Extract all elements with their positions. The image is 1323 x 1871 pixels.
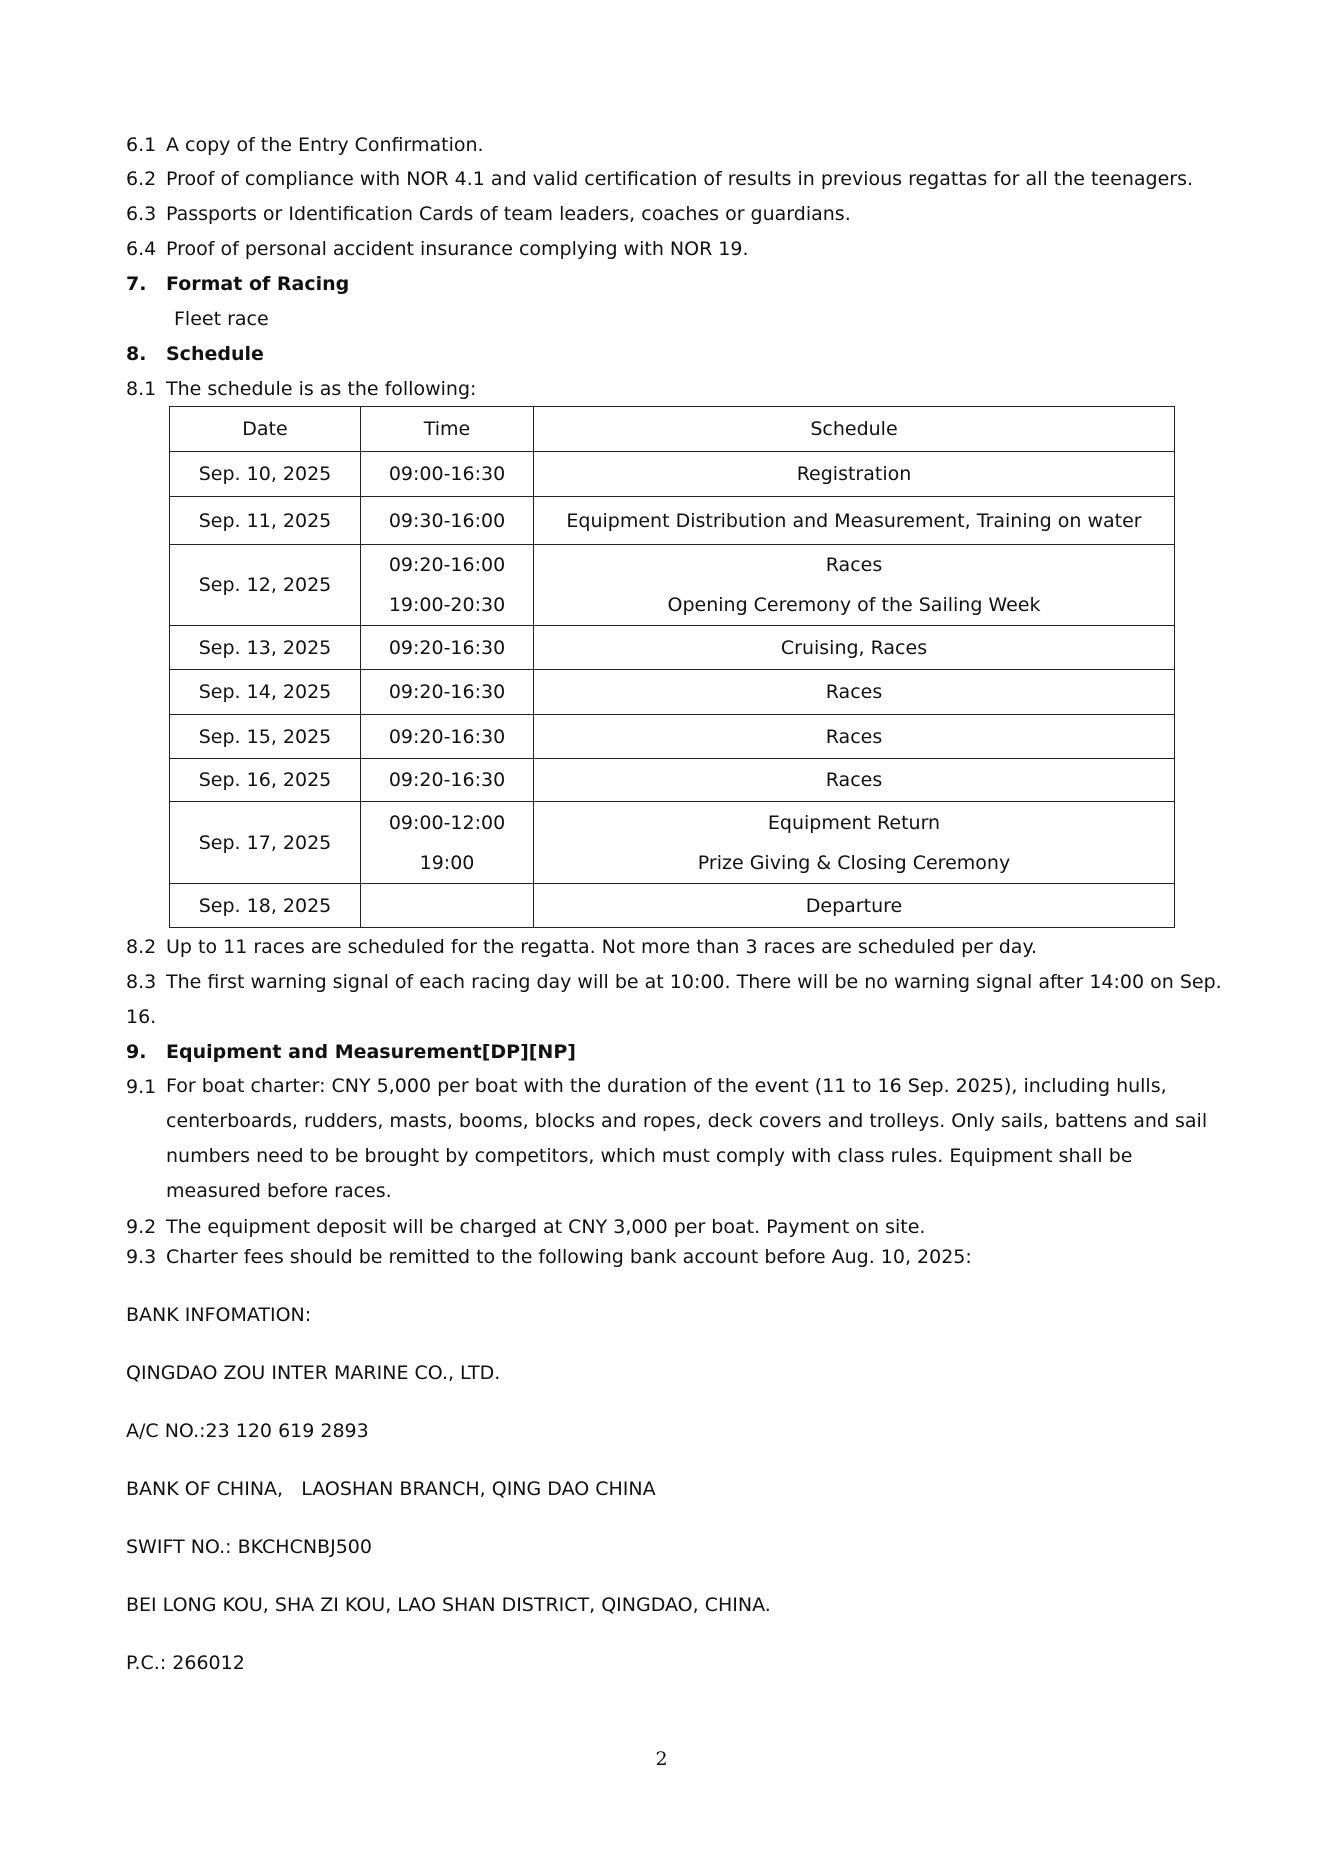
item-number: 6.1 bbox=[126, 134, 157, 156]
time-line: 09:20-16:00 bbox=[388, 554, 506, 576]
table-row bbox=[170, 759, 1175, 802]
page-number: 2 bbox=[655, 1748, 668, 1770]
item-text: The first warning signal of each racing day will be at 10:00. There will be no warning signal after 14:00 on Sep. bbox=[166, 971, 1222, 993]
item-6-3 bbox=[126, 202, 851, 226]
schedule-table bbox=[169, 406, 1175, 928]
item-6-4 bbox=[126, 237, 749, 261]
header-date: Date bbox=[170, 407, 361, 452]
table-row bbox=[170, 670, 1175, 715]
time-line: 19:00 bbox=[419, 851, 475, 874]
bank-heading: BANK INFOMATION: bbox=[126, 1304, 312, 1326]
cell-event: Races bbox=[534, 715, 1175, 759]
cell-event bbox=[534, 545, 1175, 626]
cell-date: Sep. 17, 2025 bbox=[170, 802, 361, 884]
cell-date: Sep. 11, 2025 bbox=[170, 497, 361, 545]
bank-postal-code: P.C.: 266012 bbox=[126, 1652, 245, 1674]
section-8-heading bbox=[126, 342, 264, 366]
cell-event: Races bbox=[534, 759, 1175, 802]
table-row bbox=[170, 802, 1175, 884]
cell-time bbox=[361, 884, 534, 928]
section-title: Schedule bbox=[166, 343, 264, 365]
event-line: Equipment Return bbox=[767, 811, 941, 834]
section-number: 8. bbox=[126, 343, 147, 365]
header-schedule: Schedule bbox=[534, 407, 1175, 452]
cell-time: 09:20-16:30 bbox=[361, 759, 534, 802]
time-line: 09:00-12:00 bbox=[388, 811, 506, 834]
cell-event: Cruising, Races bbox=[534, 626, 1175, 670]
item-number: 9.3 bbox=[126, 1246, 157, 1268]
item-text: A copy of the Entry Confirmation. bbox=[166, 134, 484, 156]
time-line: 19:00-20:30 bbox=[388, 594, 506, 616]
paragraph-line: numbers need to be brought by competitors, which must comply with class rules. Equipment shall be bbox=[166, 1145, 1133, 1167]
cell-event: Races bbox=[534, 670, 1175, 715]
item-number: 8.1 bbox=[126, 378, 157, 400]
table-row bbox=[170, 626, 1175, 670]
table-row bbox=[170, 452, 1175, 497]
bank-swift: SWIFT NO.: BKCHCNBJ500 bbox=[126, 1536, 372, 1558]
cell-date: Sep. 16, 2025 bbox=[170, 759, 361, 802]
cell-time: 09:00-16:30 bbox=[361, 452, 534, 497]
item-text: The equipment deposit will be charged at CNY 3,000 per boat. Payment on site. bbox=[166, 1216, 926, 1238]
item-9-2 bbox=[126, 1215, 925, 1239]
bank-account-number: A/C NO.:23 120 619 2893 bbox=[126, 1420, 369, 1442]
item-6-1 bbox=[126, 133, 484, 157]
item-6-2 bbox=[126, 167, 1193, 191]
bank-address: BEI LONG KOU, SHA ZI KOU, LAO SHAN DISTRICT, QINGDAO, CHINA. bbox=[126, 1594, 771, 1616]
section-number: 9. bbox=[126, 1041, 147, 1063]
section-9-heading bbox=[126, 1040, 576, 1064]
item-8-1 bbox=[126, 377, 476, 401]
item-text: The schedule is as the following: bbox=[166, 378, 477, 400]
item-9-1-number: 9.1 bbox=[126, 1076, 157, 1098]
cell-date: Sep. 18, 2025 bbox=[170, 884, 361, 928]
item-8-3-continuation: 16. bbox=[126, 1006, 157, 1028]
cell-date: Sep. 10, 2025 bbox=[170, 452, 361, 497]
cell-date: Sep. 15, 2025 bbox=[170, 715, 361, 759]
table-row bbox=[170, 715, 1175, 759]
cell-time bbox=[361, 802, 534, 884]
bank-account-name: QINGDAO ZOU INTER MARINE CO., LTD. bbox=[126, 1362, 501, 1384]
bank-name: BANK OF CHINA, LAOSHAN BRANCH, QING DAO CHINA bbox=[126, 1478, 656, 1500]
section-number: 7. bbox=[126, 273, 147, 295]
item-text: Up to 11 races are scheduled for the regatta. Not more than 3 races are scheduled per day. bbox=[166, 936, 1038, 958]
table-row bbox=[170, 884, 1175, 928]
item-number: 6.4 bbox=[126, 238, 157, 260]
item-text: Proof of personal accident insurance complying with NOR 19. bbox=[166, 238, 749, 260]
cell-event: Registration bbox=[534, 452, 1175, 497]
paragraph-line: measured before races. bbox=[166, 1180, 392, 1202]
item-text: Proof of compliance with NOR 4.1 and valid certification of results in previous regattas for all the teenagers. bbox=[166, 168, 1194, 190]
cell-event: Departure bbox=[534, 884, 1175, 928]
cell-time: 09:30-16:00 bbox=[361, 497, 534, 545]
section-7-heading bbox=[126, 272, 349, 296]
table-header-row bbox=[170, 407, 1175, 452]
paragraph-line: centerboards, rudders, masts, booms, blocks and ropes, deck covers and trolleys. Only sails, battens and sail bbox=[166, 1110, 1208, 1132]
cell-date: Sep. 13, 2025 bbox=[170, 626, 361, 670]
cell-date: Sep. 14, 2025 bbox=[170, 670, 361, 715]
section-title: Equipment and Measurement[DP][NP] bbox=[166, 1041, 576, 1063]
cell-time: 09:20-16:30 bbox=[361, 626, 534, 670]
cell-time: 09:20-16:30 bbox=[361, 715, 534, 759]
item-text: Passports or Identification Cards of team leaders, coaches or guardians. bbox=[166, 203, 851, 225]
table-row bbox=[170, 545, 1175, 626]
event-line: Prize Giving & Closing Ceremony bbox=[697, 851, 1011, 874]
item-number: 6.2 bbox=[126, 168, 157, 190]
cell-event: Equipment Distribution and Measurement, Training on water bbox=[534, 497, 1175, 545]
table-row bbox=[170, 497, 1175, 545]
item-9-3 bbox=[126, 1245, 972, 1269]
event-line: Races bbox=[825, 554, 883, 576]
item-number: 9.2 bbox=[126, 1216, 157, 1238]
section-7-body: Fleet race bbox=[174, 308, 269, 330]
event-line: Opening Ceremony of the Sailing Week bbox=[667, 594, 1041, 616]
header-time: Time bbox=[361, 407, 534, 452]
cell-time bbox=[361, 545, 534, 626]
cell-time: 09:20-16:30 bbox=[361, 670, 534, 715]
item-number: 6.3 bbox=[126, 203, 157, 225]
section-title: Format of Racing bbox=[166, 273, 350, 295]
item-number: 8.2 bbox=[126, 936, 157, 958]
item-8-3 bbox=[126, 970, 1222, 994]
cell-date: Sep. 12, 2025 bbox=[170, 545, 361, 626]
item-text: Charter fees should be remitted to the following bank account before Aug. 10, 2025: bbox=[166, 1246, 972, 1268]
item-8-2 bbox=[126, 935, 1037, 959]
item-9-1-paragraph bbox=[166, 1069, 1207, 1209]
paragraph-line: For boat charter: CNY 5,000 per boat with the duration of the event (11 to 16 Sep. 2025), including hulls, bbox=[166, 1075, 1167, 1097]
item-number: 8.3 bbox=[126, 971, 157, 993]
cell-event bbox=[534, 802, 1175, 884]
